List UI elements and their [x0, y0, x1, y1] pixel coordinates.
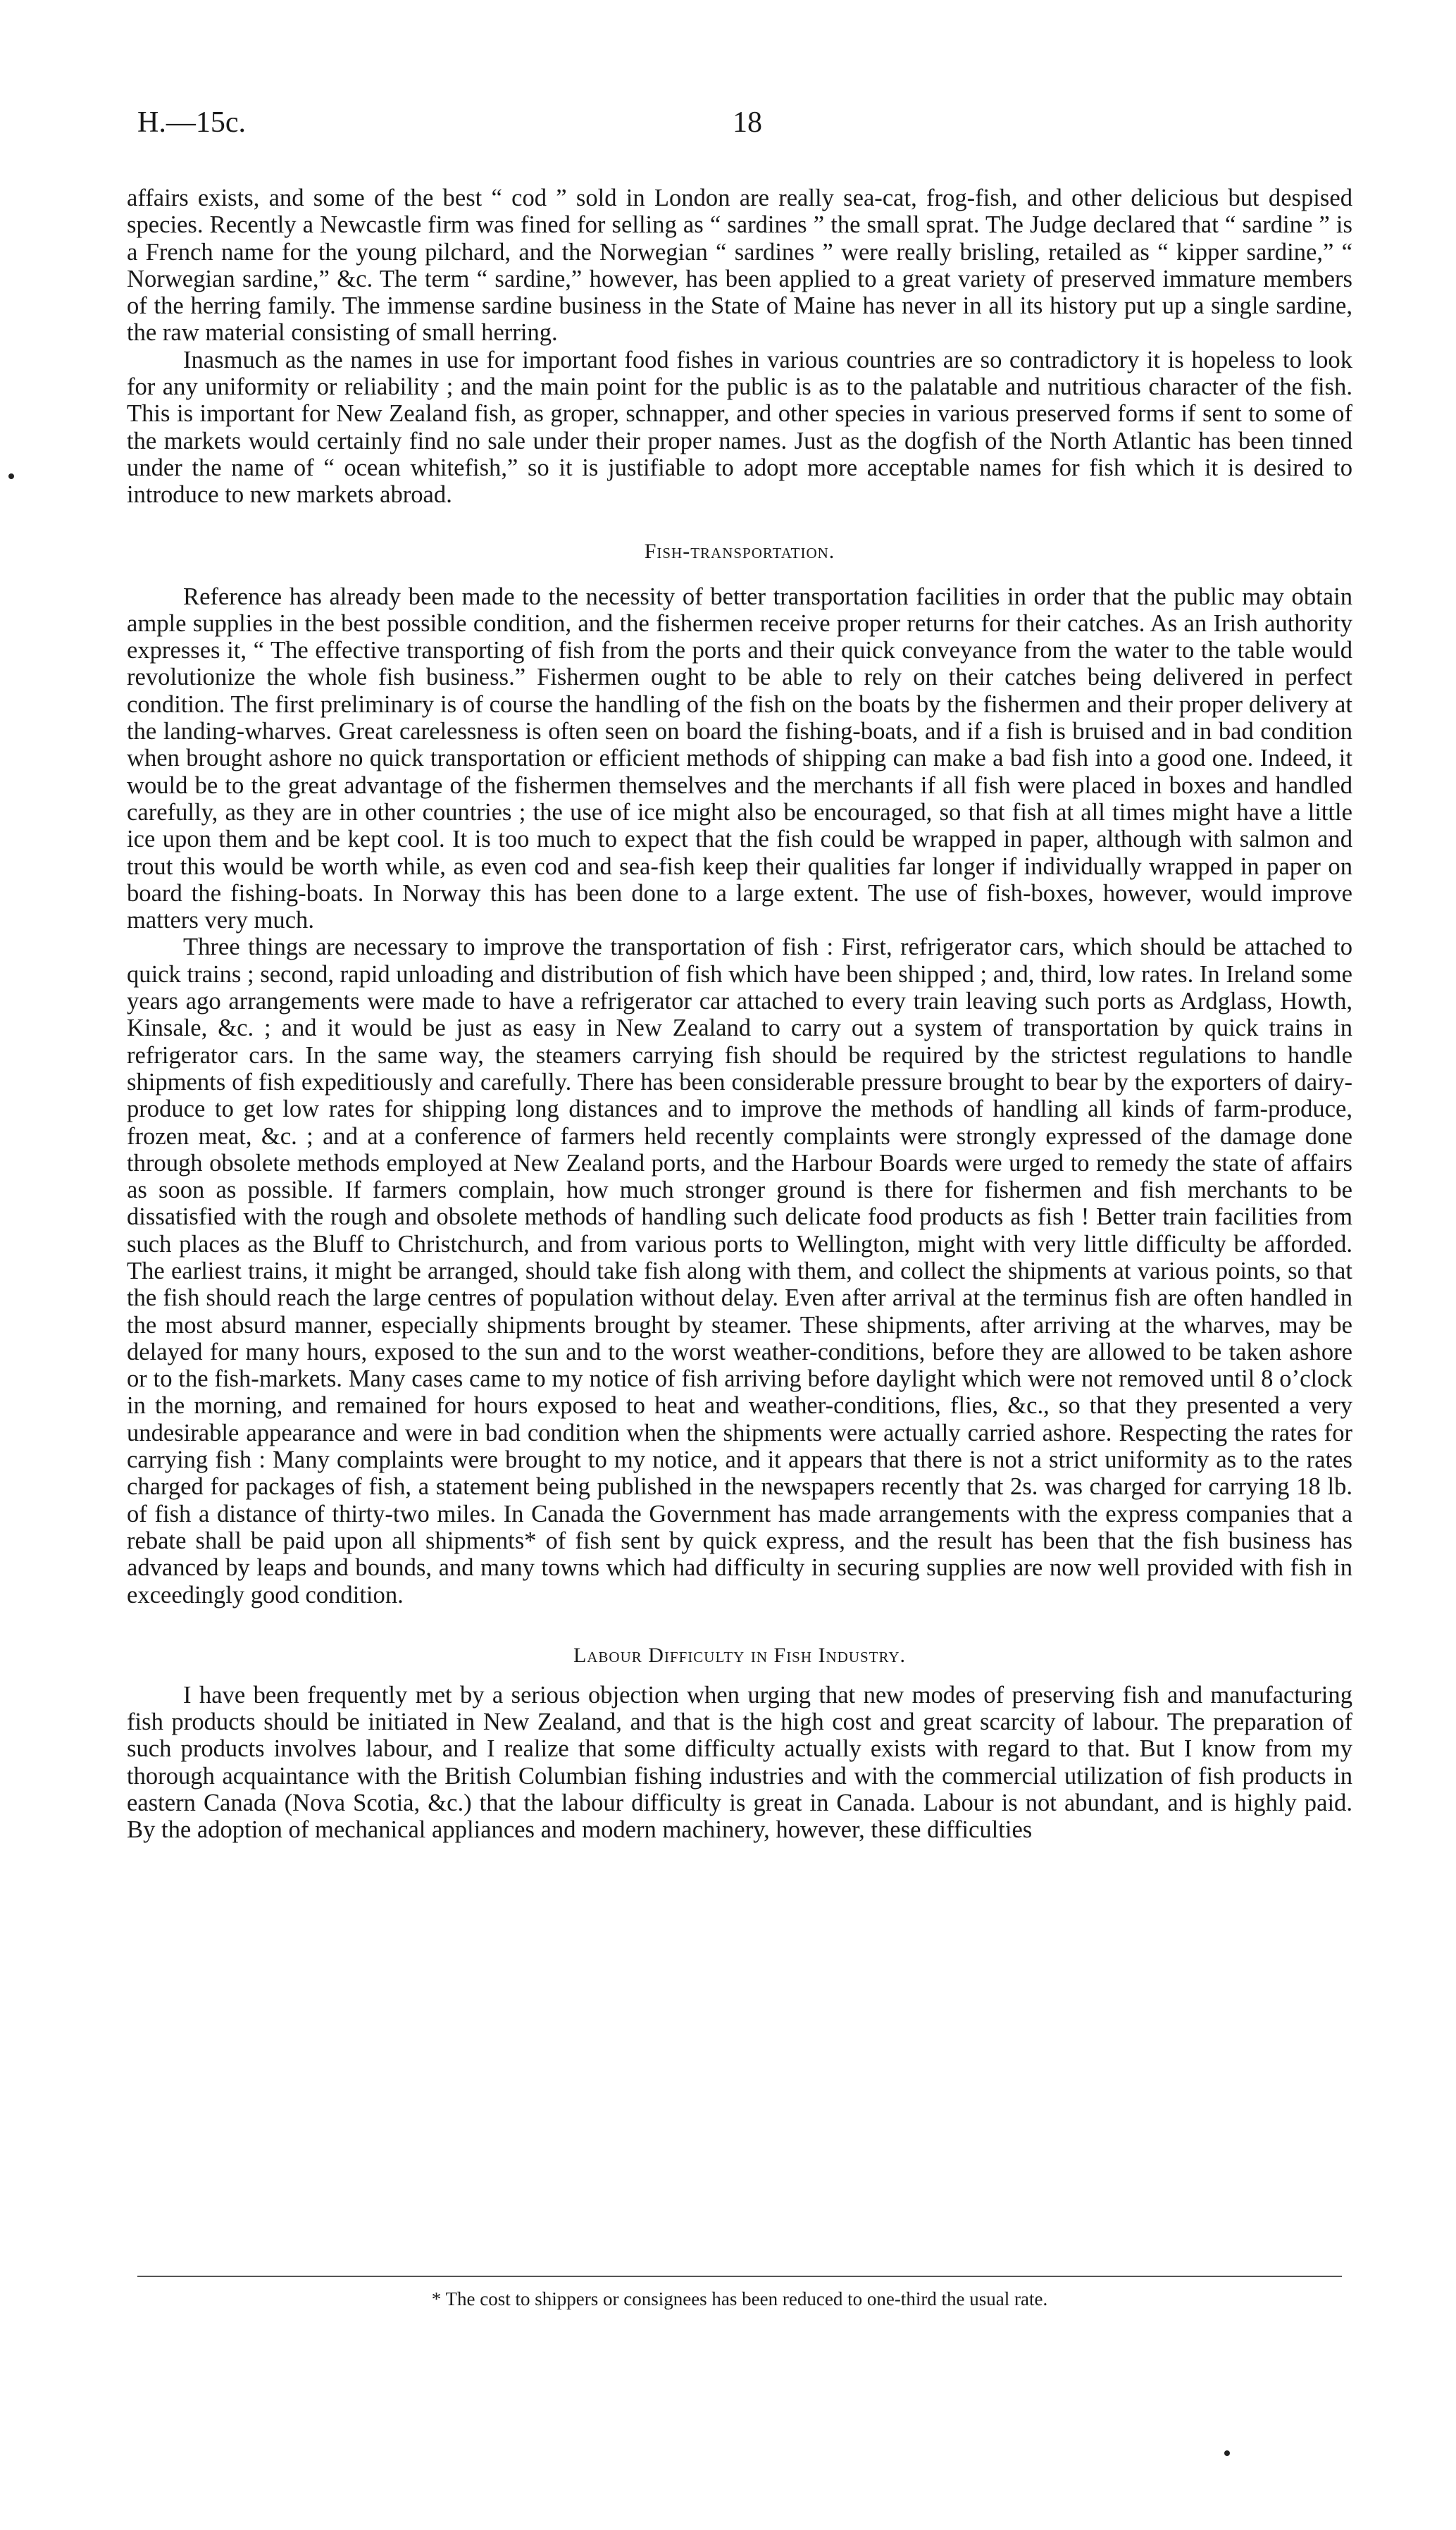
document-reference: H.—15c.	[137, 106, 246, 139]
footnote: * The cost to shippers or consignees has been reduced to one-third the usual rate.	[431, 2288, 1048, 2309]
page-header	[137, 106, 1349, 148]
paragraph: Three things are necessary to improve the transportation of fish : First, refrigerator cars, which should be attached to quick trains ; second, rapid unloading and distribution of fish which have been shipped ; and, third, low rates. In Ireland some years ago arrangements were made to have a refrigerator car attached to every train leaving such ports as Ardglass, Howth, Kinsale, &c. ; and it would be just as easy in New Zealand to carry out a system of transportation by quick trains in refrigerator cars. In the same way, the steamers carrying fish should be required by the strictest regulations to handle shipments of fish expeditiously and carefully. There has been considerable pressure brought to bear by the exporters of dairy-produce to get low rates for shipping long distances and to improve the methods of handling all kinds of farm-produce, frozen meat, &c. ; and at a conference of farmers held recently complaints were strongly expressed of the damage done through obsolete methods employed at New Zealand ports, and the Harbour Boards were urged to remedy the state of affairs as soon as possible. If farmers complain, how much stronger ground is there for fishermen and fish merchants to be dissatisfied with the rough and obsolete methods of handling such delicate food products as fish ! Better train facilities from such places as the Bluff to Christchurch, and from various ports to Wellington, might with very little difficulty be afforded. The earliest trains, it might be arranged, should take fish along with them, and collect the shipments at various points, so that the fish should reach the large centres of population without delay. Even after arrival at the terminus fish are often handled in the most absurd manner, especially shipments brought by steamer. These shipments, after arriving at the wharves, may be delayed for many hours, exposed to the sun and to the worst weather-conditions, before they are allowed to be taken ashore or to the fish-markets. Many cases came to my notice of fish arriving before daylight which were not removed until 8 o’clock in the morning, and remained for hours exposed to heat and weather-conditions, flies, &c., so that they presented a very undesirable appearance and were in bad condition when the shipments were actually carried ashore. Respecting the rates for carrying fish : Many complaints were brought to my notice, and it appears that there is not a strict uniformity as to the rates charged for packages of fish, a statement being published in the newspapers recently that 2s. was charged for carrying 18 lb. of fish a distance of thirty-two miles. In Canada the Government has made arrangements with the express companies that a rebate shall be paid upon all shipments* of fish sent by quick express, and the result has been that the fish business has advanced by leaps and bounds, and many towns which had difficulty in securing supplies are now well provided with fish in exceedingly good condition.	[127, 934, 1352, 1608]
section-heading-fish-transportation: Fish-transportation.	[644, 539, 835, 563]
paragraph: affairs exists, and some of the best “ cod ” sold in London are really sea-cat, frog-fish, and other delicious but despised species. Recently a Newcastle firm was fined for selling as “ sardines ” the small sprat. The Judge declared that “ sardine ” is a French name for the young pilchard, and the Norwegian “ sardines ” were really brisling, retailed as “ kipper sardine,” “ Norwegian sardine,” &c. The term “ sardine,” however, has been applied to a great variety of preserved immature members of the herring family. The immense sardine business in the State of Maine has never in all its history put up a single sardine, the raw material consisting of small herring.	[127, 185, 1352, 347]
paragraph: Reference has already been made to the necessity of better transportation facilities in order that the public may obtain ample supplies in the best possible condition, and the fishermen receive proper returns for their catches. As an Irish authority expresses it, “ The effective transporting of fish from the ports and their quick conveyance from the water to the table would revolutionize the whole fish business.” Fishermen ought to be able to rely on their catches being delivered in perfect condition. The first preliminary is of course the handling of the fish on the boats by the fishermen and their proper delivery at the landing-wharves. Great carelessness is often seen on board the fishing-boats, and if a fish is bruised and in bad condition when brought ashore no quick transportation or efficient methods of shipping can make a bad fish into a good one. Indeed, it would be to the great advantage of the fishermen themselves and the merchants if all fish were placed in boxes and handled carefully, as they are in other countries ; the use of ice might also be encouraged, so that fish at all times might have a little ice upon them and be kept cool. It is too much to expect that the fish could be wrapped in paper, although with salmon and trout this would be worth while, as even cod and sea-fish keep their qualities far longer if individually wrapped in paper on board the fishing-boats. In Norway this has been done to a large extent. The use of fish-boxes, however, would improve matters very much.	[127, 583, 1352, 934]
paragraph: I have been frequently met by a serious objection when urging that new modes of preserving fish and manufacturing fish products should be initiated in New Zealand, and that is the high cost and great scarcity of labour. The preparation of such products involves labour, and I realize that some difficulty actually exists with regard to that. But I know from my thorough acquaintance with the British Columbian fishing industries and with the commercial utilization of fish products in eastern Canada (Nova Scotia, &c.) that the labour difficulty is great in Canada. Labour is not abundant, and is highly paid. By the adoption of mechanical appliances and modern machinery, however, these difficulties	[127, 1681, 1352, 1844]
section-heading-labour-difficulty: Labour Difficulty in Fish Industry.	[573, 1643, 907, 1667]
margin-dot	[1224, 2450, 1230, 2456]
paragraph: Inasmuch as the names in use for important food fishes in various countries are so contradictory it is hopeless to look for any uniformity or reliability ; and the main point for the public is as to the palatable and nutritious character of the fish. This is important for New Zealand fish, as groper, schnapper, and other species in various preserved forms if sent to some of the markets would certainly find no sale under their proper names. Just as the dogfish of the North Atlantic has been tinned under the name of “ ocean whitefish,” so it is justifiable to adopt more acceptable names for fish which it is desired to introduce to new markets abroad.	[127, 346, 1352, 509]
page-number: 18	[733, 106, 762, 139]
footnote-divider	[137, 2276, 1342, 2277]
margin-dot	[8, 473, 14, 479]
body-text	[127, 185, 1352, 1844]
